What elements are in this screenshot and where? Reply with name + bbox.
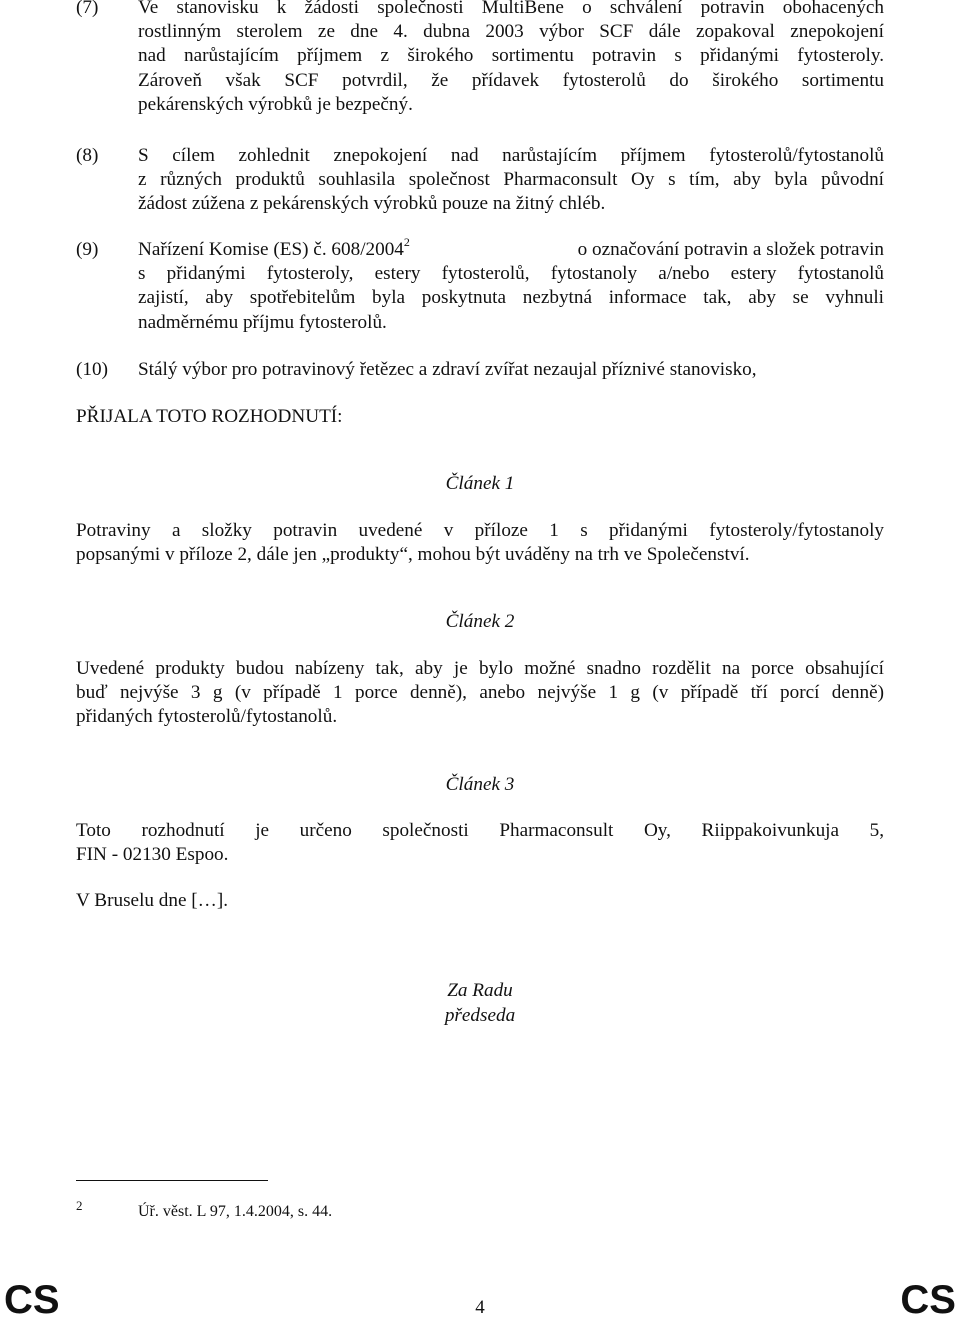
page-number: 4	[475, 1297, 485, 1318]
text-line: S cílem zohlednit znepokojení nad narůstajícím příjmem fytosterolů/fytostanolů	[138, 145, 884, 166]
recital-10	[76, 358, 884, 382]
text-line: přidaných fytosterolů/fytostanolů.	[76, 706, 338, 728]
article-1-title: Článek 1	[445, 473, 515, 494]
article-2-title: Článek 2	[445, 611, 515, 632]
text-line: zajistí, aby spotřebitelům byla poskytnuta nezbytná informace tak, aby se vyhnuli	[138, 287, 884, 309]
text-fragment: o označování potravin a složek potravin	[577, 239, 884, 260]
recital-number: (9)	[76, 239, 99, 260]
text-line: s přidanými fytosteroly, estery fytosterolů, fytostanoly a/nebo estery fytostanolů	[138, 263, 884, 285]
article-1-text	[76, 519, 884, 567]
recital-9	[76, 234, 884, 335]
language-code-left: CS	[4, 1278, 60, 1322]
recital-8	[76, 144, 884, 217]
signature-line-1: Za Radu	[447, 980, 513, 1001]
article-2-text	[76, 657, 884, 730]
text-line: Uvedené produkty budou nabízeny tak, aby je bylo možné snadno rozdělit na porce obsahující	[76, 658, 884, 679]
text-line: nad narůstajícím příjmem z širokého sortimentu potravin s přidanými fytosteroly.	[138, 45, 884, 67]
footnote-mark: 2	[76, 1198, 83, 1213]
text-line: pekárenských výrobků je bezpečný.	[138, 93, 413, 115]
recital-7	[76, 0, 884, 117]
language-code-right: CS	[900, 1278, 956, 1322]
recital-text	[138, 144, 884, 217]
text-line: rostlinným sterolem ze dne 4. dubna 2003 výbor SCF dále zopakoval znepokojení	[138, 21, 884, 43]
text-line: z různých produktů souhlasila společnost Pharmaconsult Oy s tím, aby byla původní	[138, 169, 884, 191]
recital-text	[138, 234, 884, 335]
recital-number: (10)	[76, 359, 108, 380]
article-3-text	[76, 819, 884, 867]
text-line: Stálý výbor pro potravinový řetězec a zdraví zvířat nezaujal příznivé stanovisko,	[138, 359, 757, 380]
recital-text	[138, 0, 884, 117]
text-line	[138, 234, 884, 262]
signature-line-2: předseda	[444, 1005, 516, 1026]
place-date: V Bruselu dne […].	[76, 890, 229, 911]
recital-number: (8)	[76, 145, 99, 166]
text-line: Toto rozhodnutí je určeno společnosti Pharmaconsult Oy, Riippakoivunkuja 5,	[76, 820, 884, 841]
text-line: žádost zúžena z pekárenských výrobků pouze na žitný chléb.	[138, 193, 606, 215]
text-line: nadměrnému příjmu fytosterolů.	[138, 311, 387, 333]
footnote-reference[interactable]: 2	[403, 234, 410, 249]
footnote-text: Úř. věst. L 97, 1.4.2004, s. 44.	[138, 1203, 333, 1220]
recital-number: (7)	[76, 0, 99, 18]
text-line: buď nejvýše 3 g (v případě 1 porce denně), anebo nejvýše 1 g (v případě tří porcí denně)	[76, 682, 884, 704]
regulation-ref: Nařízení Komise (ES) č. 608/2004	[138, 239, 404, 260]
footnote-separator	[76, 1180, 268, 1181]
text-line: popsanými v příloze 2, dále jen „produkty“, mohou být uváděny na trh ve Společenství.	[76, 544, 750, 566]
recital-text	[138, 358, 884, 382]
text-line: Zároveň však SCF potvrdil, že přídavek fytosterolů do širokého sortimentu	[138, 69, 884, 91]
article-3-title: Článek 3	[445, 774, 515, 795]
text-line: Ve stanovisku k žádosti společnosti MultiBene o schválení potravin obohacených	[138, 0, 884, 18]
adoption-formula: PŘIJALA TOTO ROZHODNUTÍ:	[76, 406, 343, 427]
text-line: FIN - 02130 Espoo.	[76, 844, 229, 866]
text-line: Potraviny a složky potravin uvedené v příloze 1 s přidanými fytosteroly/fytostanoly	[76, 520, 884, 541]
